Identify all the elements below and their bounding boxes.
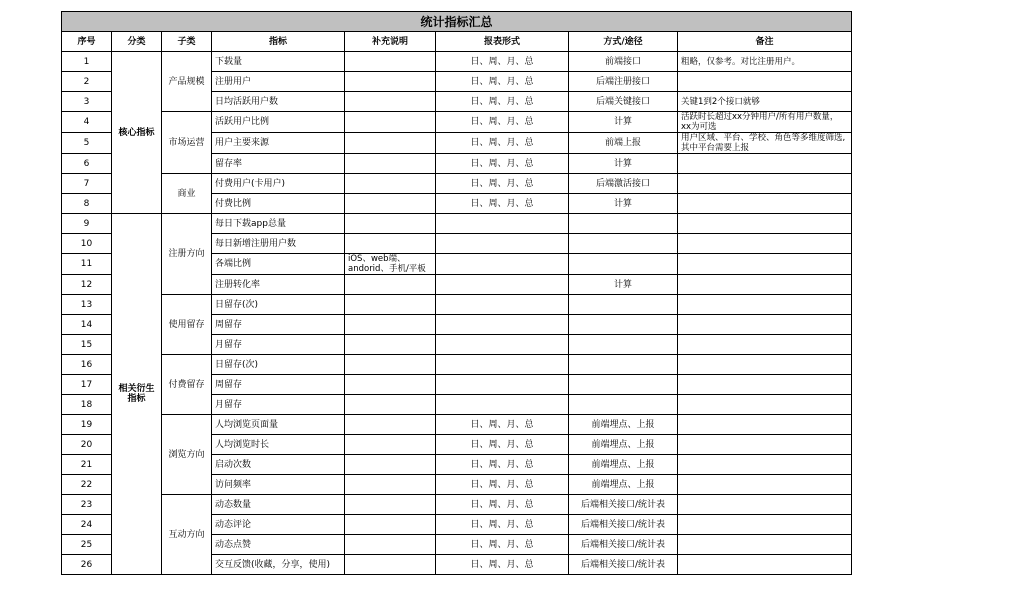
subcategory-cell: 使用留存 — [162, 295, 212, 355]
row-index: 21 — [62, 455, 112, 475]
row-index: 22 — [62, 475, 112, 495]
table-row — [62, 112, 852, 133]
report-form-cell: 日、周、月、总 — [436, 52, 569, 72]
subcategory-cell: 付费留存 — [162, 355, 212, 415]
supplement-cell: iOS、web端、andorid、手机/平板 — [345, 254, 436, 275]
row-index: 13 — [62, 295, 112, 315]
metric-cell: 每日下载app总量 — [212, 214, 345, 234]
note-cell — [678, 375, 852, 395]
row-index: 3 — [62, 92, 112, 112]
row-index: 10 — [62, 234, 112, 254]
supplement-cell — [345, 154, 436, 174]
table-row — [62, 355, 852, 375]
report-form-cell — [436, 254, 569, 275]
row-index: 16 — [62, 355, 112, 375]
metric-cell: 活跃用户比例 — [212, 112, 345, 133]
report-form-cell — [436, 375, 569, 395]
row-index: 5 — [62, 133, 112, 154]
table-row — [62, 295, 852, 315]
row-index: 20 — [62, 435, 112, 455]
report-form-cell — [436, 395, 569, 415]
subcategory-cell: 注册方向 — [162, 214, 212, 295]
note-cell — [678, 194, 852, 214]
note-cell — [678, 295, 852, 315]
note-cell — [678, 234, 852, 254]
supplement-cell — [345, 515, 436, 535]
header-note: 备注 — [678, 32, 852, 52]
report-form-cell: 日、周、月、总 — [436, 194, 569, 214]
report-form-cell: 日、周、月、总 — [436, 535, 569, 555]
header-category: 分类 — [112, 32, 162, 52]
row-index: 8 — [62, 194, 112, 214]
row-index: 17 — [62, 375, 112, 395]
method-cell: 前端接口 — [569, 52, 678, 72]
supplement-cell — [345, 395, 436, 415]
supplement-cell — [345, 133, 436, 154]
note-cell — [678, 555, 852, 575]
metric-cell: 留存率 — [212, 154, 345, 174]
row-index: 23 — [62, 495, 112, 515]
metric-cell: 周留存 — [212, 315, 345, 335]
metric-cell: 动态评论 — [212, 515, 345, 535]
metric-cell: 启动次数 — [212, 455, 345, 475]
supplement-cell — [345, 92, 436, 112]
report-form-cell: 日、周、月、总 — [436, 72, 569, 92]
note-cell — [678, 154, 852, 174]
note-cell — [678, 435, 852, 455]
method-cell: 前端埋点、上报 — [569, 475, 678, 495]
row-index: 1 — [62, 52, 112, 72]
metric-cell: 注册转化率 — [212, 275, 345, 295]
note-cell — [678, 214, 852, 234]
note-cell — [678, 335, 852, 355]
supplement-cell — [345, 214, 436, 234]
header-report-form: 报表形式 — [436, 32, 569, 52]
note-cell — [678, 495, 852, 515]
report-form-cell: 日、周、月、总 — [436, 435, 569, 455]
note-cell — [678, 455, 852, 475]
metric-cell: 注册用户 — [212, 72, 345, 92]
report-form-cell: 日、周、月、总 — [436, 92, 569, 112]
table-row — [62, 495, 852, 515]
supplement-cell — [345, 174, 436, 194]
row-index: 15 — [62, 335, 112, 355]
metric-cell: 人均浏览页面量 — [212, 415, 345, 435]
supplement-cell — [345, 455, 436, 475]
sheet-title: 统计指标汇总 — [62, 12, 852, 32]
method-cell: 后端激活接口 — [569, 174, 678, 194]
header-row — [62, 32, 852, 52]
row-index: 6 — [62, 154, 112, 174]
header-method: 方式/途径 — [569, 32, 678, 52]
report-form-cell: 日、周、月、总 — [436, 515, 569, 535]
method-cell: 计算 — [569, 275, 678, 295]
report-form-cell: 日、周、月、总 — [436, 112, 569, 133]
supplement-cell — [345, 295, 436, 315]
method-cell — [569, 355, 678, 375]
note-cell — [678, 515, 852, 535]
report-form-cell: 日、周、月、总 — [436, 133, 569, 154]
method-cell — [569, 234, 678, 254]
metric-cell: 月留存 — [212, 395, 345, 415]
note-cell: 关键1到2个接口就够 — [678, 92, 852, 112]
row-index: 18 — [62, 395, 112, 415]
method-cell: 前端上报 — [569, 133, 678, 154]
supplement-cell — [345, 555, 436, 575]
subcategory-cell: 商业 — [162, 174, 212, 214]
supplement-cell — [345, 355, 436, 375]
row-index: 26 — [62, 555, 112, 575]
supplement-cell — [345, 495, 436, 515]
method-cell — [569, 395, 678, 415]
report-form-cell — [436, 234, 569, 254]
metric-cell: 各端比例 — [212, 254, 345, 275]
metric-cell: 付费比例 — [212, 194, 345, 214]
metric-cell: 动态点赞 — [212, 535, 345, 555]
report-form-cell: 日、周、月、总 — [436, 455, 569, 475]
subcategory-cell: 浏览方向 — [162, 415, 212, 495]
row-index: 4 — [62, 112, 112, 133]
category-cell: 相关衍生指标 — [112, 214, 162, 575]
note-cell — [678, 275, 852, 295]
report-form-cell: 日、周、月、总 — [436, 174, 569, 194]
method-cell: 前端埋点、上报 — [569, 415, 678, 435]
row-index: 25 — [62, 535, 112, 555]
header-supplement: 补充说明 — [345, 32, 436, 52]
report-form-cell — [436, 214, 569, 234]
header-index: 序号 — [62, 32, 112, 52]
metric-cell: 人均浏览时长 — [212, 435, 345, 455]
note-cell — [678, 535, 852, 555]
supplement-cell — [345, 415, 436, 435]
method-cell — [569, 295, 678, 315]
note-cell — [678, 475, 852, 495]
note-cell — [678, 395, 852, 415]
method-cell — [569, 315, 678, 335]
category-cell: 核心指标 — [112, 52, 162, 214]
note-cell: 活跃时长超过xx分钟用户/所有用户数量，xx为可选 — [678, 112, 852, 133]
row-index: 14 — [62, 315, 112, 335]
metric-cell: 日均活跃用户数 — [212, 92, 345, 112]
row-index: 12 — [62, 275, 112, 295]
supplement-cell — [345, 535, 436, 555]
metric-cell: 日留存(次) — [212, 295, 345, 315]
metric-cell: 下载量 — [212, 52, 345, 72]
table-row — [62, 415, 852, 435]
report-form-cell: 日、周、月、总 — [436, 555, 569, 575]
method-cell: 后端注册接口 — [569, 72, 678, 92]
metric-cell: 付费用户(卡用户) — [212, 174, 345, 194]
method-cell: 后端相关接口/统计表 — [569, 535, 678, 555]
note-cell: 用户区域、平台、学校、角色等多维度筛选,其中平台需要上报 — [678, 133, 852, 154]
note-cell — [678, 415, 852, 435]
header-subcategory: 子类 — [162, 32, 212, 52]
method-cell: 计算 — [569, 194, 678, 214]
method-cell: 计算 — [569, 112, 678, 133]
metric-cell: 每日新增注册用户数 — [212, 234, 345, 254]
row-index: 24 — [62, 515, 112, 535]
header-metric: 指标 — [212, 32, 345, 52]
supplement-cell — [345, 375, 436, 395]
method-cell: 计算 — [569, 154, 678, 174]
table-row — [62, 52, 852, 72]
method-cell — [569, 375, 678, 395]
report-form-cell — [436, 275, 569, 295]
report-form-cell — [436, 315, 569, 335]
method-cell: 后端相关接口/统计表 — [569, 555, 678, 575]
table-row — [62, 214, 852, 234]
report-form-cell — [436, 335, 569, 355]
row-index: 9 — [62, 214, 112, 234]
note-cell: 粗略，仅参考。对比注册用户。 — [678, 52, 852, 72]
subcategory-cell: 市场运营 — [162, 112, 212, 174]
supplement-cell — [345, 315, 436, 335]
row-index: 7 — [62, 174, 112, 194]
supplement-cell — [345, 234, 436, 254]
method-cell: 前端埋点、上报 — [569, 455, 678, 475]
subcategory-cell: 产品规模 — [162, 52, 212, 112]
row-index: 2 — [62, 72, 112, 92]
metric-cell: 访问频率 — [212, 475, 345, 495]
metric-cell: 用户主要来源 — [212, 133, 345, 154]
method-cell: 后端相关接口/统计表 — [569, 515, 678, 535]
method-cell: 后端相关接口/统计表 — [569, 495, 678, 515]
metric-cell: 动态数量 — [212, 495, 345, 515]
note-cell — [678, 174, 852, 194]
supplement-cell — [345, 275, 436, 295]
method-cell — [569, 254, 678, 275]
supplement-cell — [345, 475, 436, 495]
report-form-cell: 日、周、月、总 — [436, 475, 569, 495]
method-cell — [569, 335, 678, 355]
supplement-cell — [345, 194, 436, 214]
subcategory-cell: 互动方向 — [162, 495, 212, 575]
metric-cell: 月留存 — [212, 335, 345, 355]
row-index: 11 — [62, 254, 112, 275]
table-row — [62, 174, 852, 194]
supplement-cell — [345, 72, 436, 92]
supplement-cell — [345, 112, 436, 133]
report-form-cell: 日、周、月、总 — [436, 415, 569, 435]
note-cell — [678, 315, 852, 335]
metric-cell: 日留存(次) — [212, 355, 345, 375]
metric-cell: 交互反馈(收藏，分享，使用) — [212, 555, 345, 575]
report-form-cell — [436, 295, 569, 315]
note-cell — [678, 254, 852, 275]
report-form-cell: 日、周、月、总 — [436, 495, 569, 515]
metrics-summary-table — [61, 11, 852, 575]
method-cell: 前端埋点、上报 — [569, 435, 678, 455]
report-form-cell — [436, 355, 569, 375]
method-cell: 后端关键接口 — [569, 92, 678, 112]
note-cell — [678, 355, 852, 375]
supplement-cell — [345, 435, 436, 455]
report-form-cell: 日、周、月、总 — [436, 154, 569, 174]
row-index: 19 — [62, 415, 112, 435]
metric-cell: 周留存 — [212, 375, 345, 395]
note-cell — [678, 72, 852, 92]
method-cell — [569, 214, 678, 234]
supplement-cell — [345, 52, 436, 72]
supplement-cell — [345, 335, 436, 355]
